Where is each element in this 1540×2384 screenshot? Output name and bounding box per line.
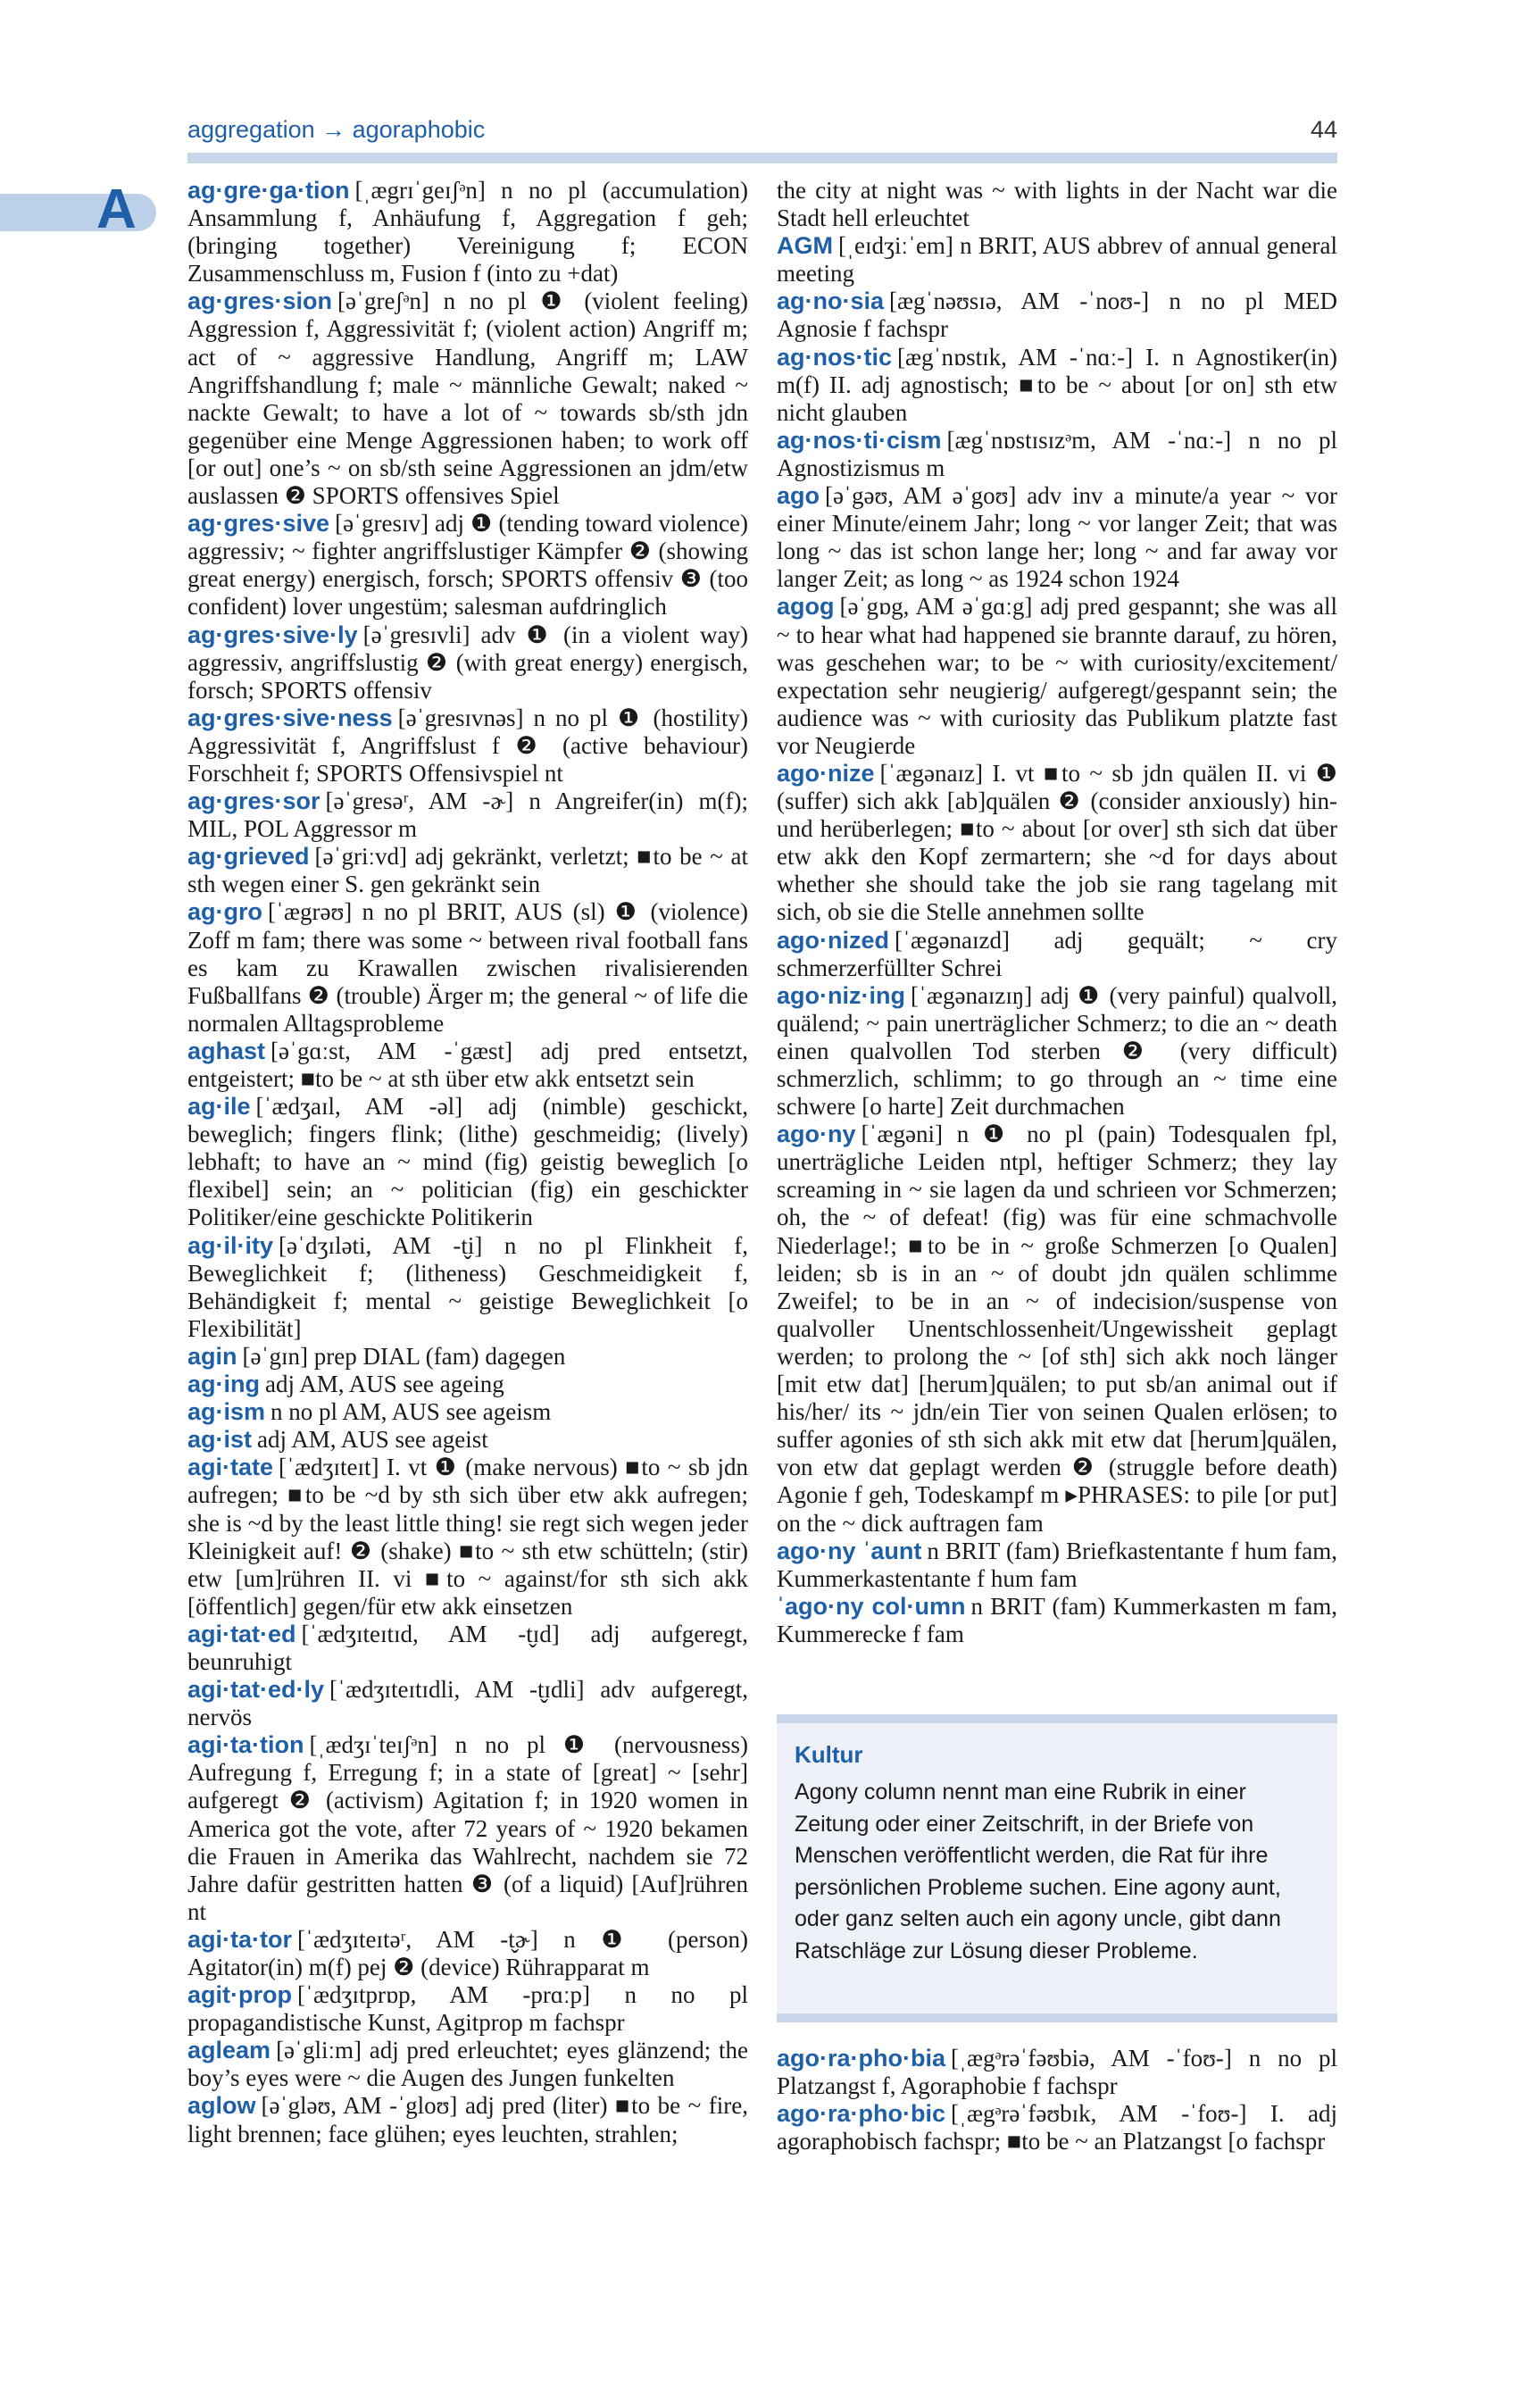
- dictionary-entry: [187, 1454, 748, 1621]
- entry-headword: ago·ny ˈaunt: [777, 1537, 922, 1564]
- entry-definition: [ˌægrɪˈgeɪʃᵊn] n no pl (accumulation) Ansammlung f, Anhäufung f, Aggregation f geh; (bringing together) Vereinigung f; ECON Zusammenschluss m, Fusion f (into zu +dat): [187, 177, 748, 288]
- dictionary-entry: [187, 788, 748, 843]
- entry-headword: agleam: [187, 2037, 271, 2064]
- entry-headword: agi·tate: [187, 1454, 274, 1481]
- dictionary-entry: [777, 482, 1337, 593]
- entry-headword: agin: [187, 1342, 237, 1370]
- culture-box-title: Kultur: [795, 1741, 863, 1768]
- dictionary-entry: [187, 1093, 748, 1231]
- entry-headword: agit·prop: [187, 1981, 292, 2009]
- entry-headword: aghast: [187, 1037, 266, 1064]
- entry-definition: [ægˈnɒstɪsɪzᵊm, AM -ˈnɑː-] n no pl Agnostizismus m: [777, 426, 1337, 481]
- entry-headword: ag·gres·sor: [187, 788, 320, 815]
- entry-definition: [ˈædʒɪteɪtɪdli, AM -t̬ɪdli] adv aufgeregt, nervös: [187, 1676, 748, 1731]
- dictionary-entry: [777, 2045, 1337, 2100]
- dictionary-entry: [777, 982, 1337, 1121]
- dictionary-entry: [187, 1676, 748, 1731]
- entry-headword: ag·gro: [187, 898, 262, 926]
- dictionary-entry: [187, 510, 748, 621]
- section-letter: A: [96, 179, 137, 240]
- dictionary-entry: [187, 1232, 748, 1343]
- entry-definition: [əˈgəʊ, AM əˈgoʊ] adv inv a minute/a year ~ vor einer Minute/einem Jahr; long ~ vor langer Zeit; that was long ~ das ist schon lange her; long ~ and far away vor langer Zeit; as long ~ as 1924 schon 1924: [777, 482, 1337, 593]
- dictionary-entry: [187, 1371, 748, 1398]
- entry-definition: [əˈgresəʳ, AM -ɚ] n Angreifer(in) m(f); MIL, POL Aggressor m: [187, 788, 748, 843]
- entry-headword: agi·ta·tion: [187, 1731, 304, 1759]
- entry-definition: [əˈgɒg, AM əˈgɑːg] adj pred gespannt; she was all ~ to hear what had happened sie brannte darauf, zu hören, was geschehen war; to be ~ with curiosity/excitement/ expectation sehr neugierig/ aufgeregt/gespannt sein; the audience was ~ with curiosity das Publikum platzte fast vor Neugierde: [777, 593, 1337, 759]
- entry-headword: ago·niz·ing: [777, 981, 905, 1009]
- entry-definition: [ˈædʒɪteɪtɪd, AM -t̬ɪd] adj aufgeregt, beunruhigt: [187, 1620, 748, 1675]
- right-column-after-box: [777, 2045, 1337, 2155]
- dictionary-entry: [187, 1926, 748, 1981]
- entry-definition: [ˈædʒɪtprɒp, AM -prɑːp] n no pl propagandistische Kunst, Agitprop m fachspr: [187, 1981, 748, 2037]
- entry-headword: ago·ra·pho·bic: [777, 2100, 945, 2128]
- entry-definition: [ægˈnəʊsɪə, AM -ˈnoʊ-] n no pl MED Agnosie f fachspr: [777, 288, 1337, 343]
- entry-headword: agog: [777, 593, 835, 621]
- culture-box: [777, 1714, 1337, 2022]
- dictionary-entry: [187, 1426, 748, 1454]
- entry-definition: [əˈgliːm] adj pred erleuchtet; eyes glänzend; the boy’s eyes were ~ die Augen des Jungen funkelten: [187, 2037, 748, 2092]
- entry-headword: ago: [777, 482, 820, 510]
- dictionary-entry: [777, 760, 1337, 927]
- dictionary-entry: [187, 2037, 748, 2092]
- dictionary-entry: [777, 344, 1337, 427]
- entry-headword: agi·ta·tor: [187, 1925, 292, 1953]
- header-range: aggregation → agoraphobic: [187, 116, 486, 143]
- entry-headword: ag·ile: [187, 1093, 251, 1121]
- dictionary-entry: [777, 427, 1337, 482]
- dictionary-entry: [187, 704, 748, 788]
- entry-definition: [əˈgɪn] prep DIAL (fam) dagegen: [242, 1342, 566, 1370]
- dictionary-entry: [187, 621, 748, 704]
- dictionary-entry: [187, 843, 748, 898]
- entry-headword: ag·ist: [187, 1426, 253, 1454]
- dictionary-entry: [777, 1538, 1337, 1593]
- entry-headword: aglow: [187, 2092, 256, 2120]
- entry-definition: [əˈgresɪv] adj ❶ (tending toward violence) aggressiv; ~ fighter angriffslustiger Kämpfer ❷ (showing great energy) energisch, forsch; SPORTS offensiv ❸ (too confident) lover ungestüm; salesman aufdringlich: [187, 510, 748, 621]
- dictionary-entry: [187, 177, 748, 288]
- entry-headword: ag·gres·sive: [187, 510, 330, 538]
- dictionary-entry: [187, 898, 748, 1037]
- entry-definition: [ˌædʒɪˈteɪʃᵊn] n no pl ❶ (nervousness) Aufregung f, Erregung f; in a state of [great] ~ [sehr] aufgeregt ❷ (activism) Agitation f; in 1920 women in America got the vote, after 72 years of ~ 1920 bekamen die Frauen in Amerika das Wahlrecht, nachdem sie 72 Jahre dafür gestritten hatten ❸ (of a liquid) [Auf]rühren nt: [187, 1731, 748, 1925]
- dictionary-entry: [777, 288, 1337, 343]
- entry-headword: ˈago·ny col·umn: [777, 1592, 966, 1620]
- entry-definition: n BRIT (fam) Briefkastentante f hum fam, Kummerkastentante f hum fam: [777, 1537, 1337, 1592]
- page-number: 44: [1310, 116, 1337, 143]
- entry-definition: [ˌægᵊrəˈfəʊbiə, AM -ˈfoʊ-] n no pl Platzangst f, Agoraphobie f fachspr: [777, 2045, 1337, 2100]
- entry-definition: [ˈægənaɪz] I. vt ■to ~ sb jdn quälen II. vi ❶ (suffer) sich akk [ab]quälen ❷ (consider anxiously) hin- und herüberlegen; ■to ~ about [or over] sth sich dat über etw akk den Kopf zermartern; she ~d for days about whether she should take the job sie rang tagelang mit sich, ob sie die Stelle annehmen sollte: [777, 759, 1337, 926]
- entry-headword: ag·nos·ti·cism: [777, 426, 942, 454]
- entry-headword: ag·il·ity: [187, 1231, 274, 1259]
- entry-headword: ago·nized: [777, 926, 889, 954]
- header-rule: [187, 153, 1337, 163]
- dictionary-entry: [187, 1981, 748, 2037]
- dictionary-entry: [777, 1121, 1337, 1537]
- entry-definition: [ˈægəni] n ❶ no pl (pain) Todesqualen fpl, unerträgliche Leiden ntpl, heftiger Schmerz; they lay screaming in ~ sie lagen da und schrieen vor Schmerzen; oh, the ~ of defeat! (fig) was für eine schmachvolle Niederlage!; ■to be in ~ große Schmerzen [o Qualen] leiden; sb is in an ~ of doubt jdn quälen schlimme Zweifel; to be in an ~ of indecision/suspense von qualvoller Unentschlossenheit/Ungewissheit geplagt werden; to prolong the ~ [of sth] sich akk noch länger [mit etw dat] [herum]quälen; to put sb/an animal out if his/her/ its ~ jdn/ein Tier von seinen Qualen erlösen; to suffer agonies of sth sich akk mit etw dat [herum]quälen, von etw dat geplagt werden ❷ (struggle before death) Agonie f geh, Todeskampf m ▸PHRASES: to pile [or put] on the ~ dick auftragen fam: [777, 1121, 1337, 1537]
- entry-headword: ag·ing: [187, 1371, 260, 1398]
- dictionary-entry: [187, 1731, 748, 1926]
- entry-headword: agi·tat·ed·ly: [187, 1676, 325, 1704]
- dictionary-entry: [187, 288, 748, 510]
- entry-definition: [ˈægənaɪzd] adj gequält; ~ cry schmerzerfüllter Schrei: [777, 926, 1337, 981]
- dictionary-entry: [777, 2100, 1337, 2155]
- entry-definition: [əˈgreʃᵊn] n no pl ❶ (violent feeling) Aggression f, Aggressivität f; (violent action) Angriff m; act of ~ aggressive Handlung, Angriff m; LAW Angriffshandlung f; male ~ männliche Gewalt; naked ~ nackte Gewalt; to have a lot of ~ towards sb/sth jdn gegenüber eine Menge Aggressionen haben; to work off [or out] one’s ~ on sb/sth seine Aggressionen an jdm/etw auslassen ❷ SPORTS offensives Spiel: [187, 288, 748, 510]
- dictionary-entry: [187, 2092, 748, 2147]
- right-column: [777, 177, 1337, 1648]
- entry-headword: ago·ra·pho·bia: [777, 2045, 945, 2071]
- entry-definition: [ægˈnɒstɪk, AM -ˈnɑː-] I. n Agnostiker(in) m(f) II. adj agnostisch; ■to be ~ about [or on] sth etw nicht glauben: [777, 343, 1337, 426]
- entry-definition: [ˌeɪdʒiːˈem] n BRIT, AUS abbrev of annual general meeting: [777, 232, 1337, 288]
- entry-headword: ag·grieved: [187, 843, 310, 871]
- culture-box-body: Agony column nennt man eine Rubrik in einer Zeitung oder einer Zeitschrift, in der Briefe von Menschen veröffentlicht werden, die Rat für ihre persönlichen Probleme suchen. Eine agony aunt, oder ganz selten auch ein agony uncle, gibt dann Ratschläge zur Lösung dieser Probleme.: [795, 1780, 1281, 1963]
- entry-definition: [ˈægrəʊ] n no pl BRIT, AUS (sl) ❶ (violence) Zoff m fam; there was some ~ between rival football fans es kam zu Krawallen zwischen rivalisierenden Fußballfans ❷ (trouble) Ärger m; the general ~ of life die normalen Alltagsprobleme: [187, 898, 748, 1037]
- entry-definition: [əˈgləʊ, AM -ˈgloʊ] adj pred (liter) ■to be ~ fire, light brennen; face glühen; eyes leuchten, strahlen;: [187, 2092, 748, 2147]
- entry-definition: [ˈædʒaɪl, AM -əl] adj (nimble) geschickt, beweglich; fingers flink; (lithe) geschmeidig; (lively) lebhaft; to have an ~ mind (fig) geistig beweglich [o flexibel] sein; an ~ politician (fig) ein geschickter Politiker/eine geschickte Politikerin: [187, 1093, 748, 1231]
- entry-headword: ag·ism: [187, 1398, 266, 1426]
- entry-definition: the city at night was ~ with lights in der Nacht war die Stadt hell erleuchtet: [777, 177, 1337, 232]
- entry-definition: [əˈgresɪvnəs] n no pl ❶ (hostility) Aggressivität f, Angriffslust f ❷ (active behaviour) Forschheit f; SPORTS Offensivspiel nt: [187, 704, 748, 787]
- dictionary-entry: [187, 1398, 748, 1426]
- entry-headword: ag·gres·sive·ness: [187, 704, 393, 731]
- entry-headword: agi·tat·ed: [187, 1620, 296, 1647]
- entry-headword: ag·no·sia: [777, 288, 885, 315]
- entry-definition: n no pl AM, AUS see ageism: [271, 1398, 552, 1426]
- entry-headword: AGM: [777, 232, 833, 260]
- running-header: [187, 116, 1337, 152]
- entry-headword: ago·nize: [777, 759, 875, 787]
- entry-definition: [əˈdʒɪləti, AM -t̬i] n no pl Flinkheit f, Beweglichkeit f; (litheness) Geschmeidigkeit f, Behändigkeit f; mental ~ geistige Beweglichkeit [o Flexibilität]: [187, 1231, 748, 1342]
- section-letter-tab: [0, 179, 161, 240]
- entry-definition: [ˈædʒɪteɪtəʳ, AM -t̬ɚ] n ❶ (person) Agitator(in) m(f) pej ❷ (device) Rührapparat m: [187, 1925, 748, 1980]
- dictionary-entry: [187, 1038, 748, 1093]
- dictionary-entry: [187, 1621, 748, 1676]
- dictionary-entry: [187, 1343, 748, 1371]
- dictionary-entry: [777, 1593, 1337, 1648]
- entry-headword: ago·ny: [777, 1121, 856, 1148]
- entry-headword: ag·nos·tic: [777, 343, 893, 371]
- dictionary-entry: [777, 177, 1337, 232]
- dictionary-entry: [777, 232, 1337, 288]
- entry-definition: adj AM, AUS see ageing: [265, 1371, 504, 1398]
- entry-definition: [əˈgɑːst, AM -ˈgæst] adj pred entsetzt, entgeistert; ■to be ~ at sth über etw akk entsetzt sein: [187, 1037, 748, 1092]
- entry-headword: ag·gre·ga·tion: [187, 177, 350, 204]
- left-column: [187, 177, 748, 2148]
- entry-definition: [ˈædʒɪteɪt] I. vt ❶ (make nervous) ■to ~ sb jdn aufregen; ■to be ~d by sth sich über etw akk aufregen; she is ~d by the least little thing! sie regt sich wegen jeder Kleinigkeit auf! ❷ (shake) ■to ~ sth etw schütteln; (stir) etw [um]rühren II. vi ■to ~ against/for sth sich akk [öffentlich] gegen/für etw akk einsetzen: [187, 1454, 748, 1620]
- entry-definition: [əˈgriːvd] adj gekränkt, verletzt; ■to be ~ at sth wegen einer S. gen gekränkt sein: [187, 843, 748, 898]
- dictionary-entry: [777, 927, 1337, 982]
- entry-definition: [ˌægᵊrəˈfəʊbɪk, AM -ˈfoʊ-] I. adj agoraphobisch fachspr; ■to be ~ an Platzangst [o fachspr: [777, 2100, 1337, 2155]
- entry-definition: [əˈgresɪvli] adv ❶ (in a violent way) aggressiv, angriffslustig ❷ (with great energy) energisch, forsch; SPORTS offensiv: [187, 621, 748, 704]
- entry-definition: [ˈægənaɪzɪŋ] adj ❶ (very painful) qualvoll, quälend; ~ pain unerträglicher Schmerz; to die an ~ death einen qualvollen Tod sterben ❷ (very difficult) schmerzlich, schlimm; to go through an ~ time eine schwere [o harte] Zeit durchmachen: [777, 981, 1337, 1121]
- entry-headword: ag·gres·sive·ly: [187, 621, 358, 648]
- entry-definition: adj AM, AUS see ageist: [257, 1426, 488, 1454]
- entry-definition: n BRIT (fam) Kummerkasten m fam, Kummerecke f fam: [777, 1592, 1337, 1647]
- dictionary-entry: [777, 593, 1337, 760]
- entry-headword: ag·gres·sion: [187, 288, 333, 315]
